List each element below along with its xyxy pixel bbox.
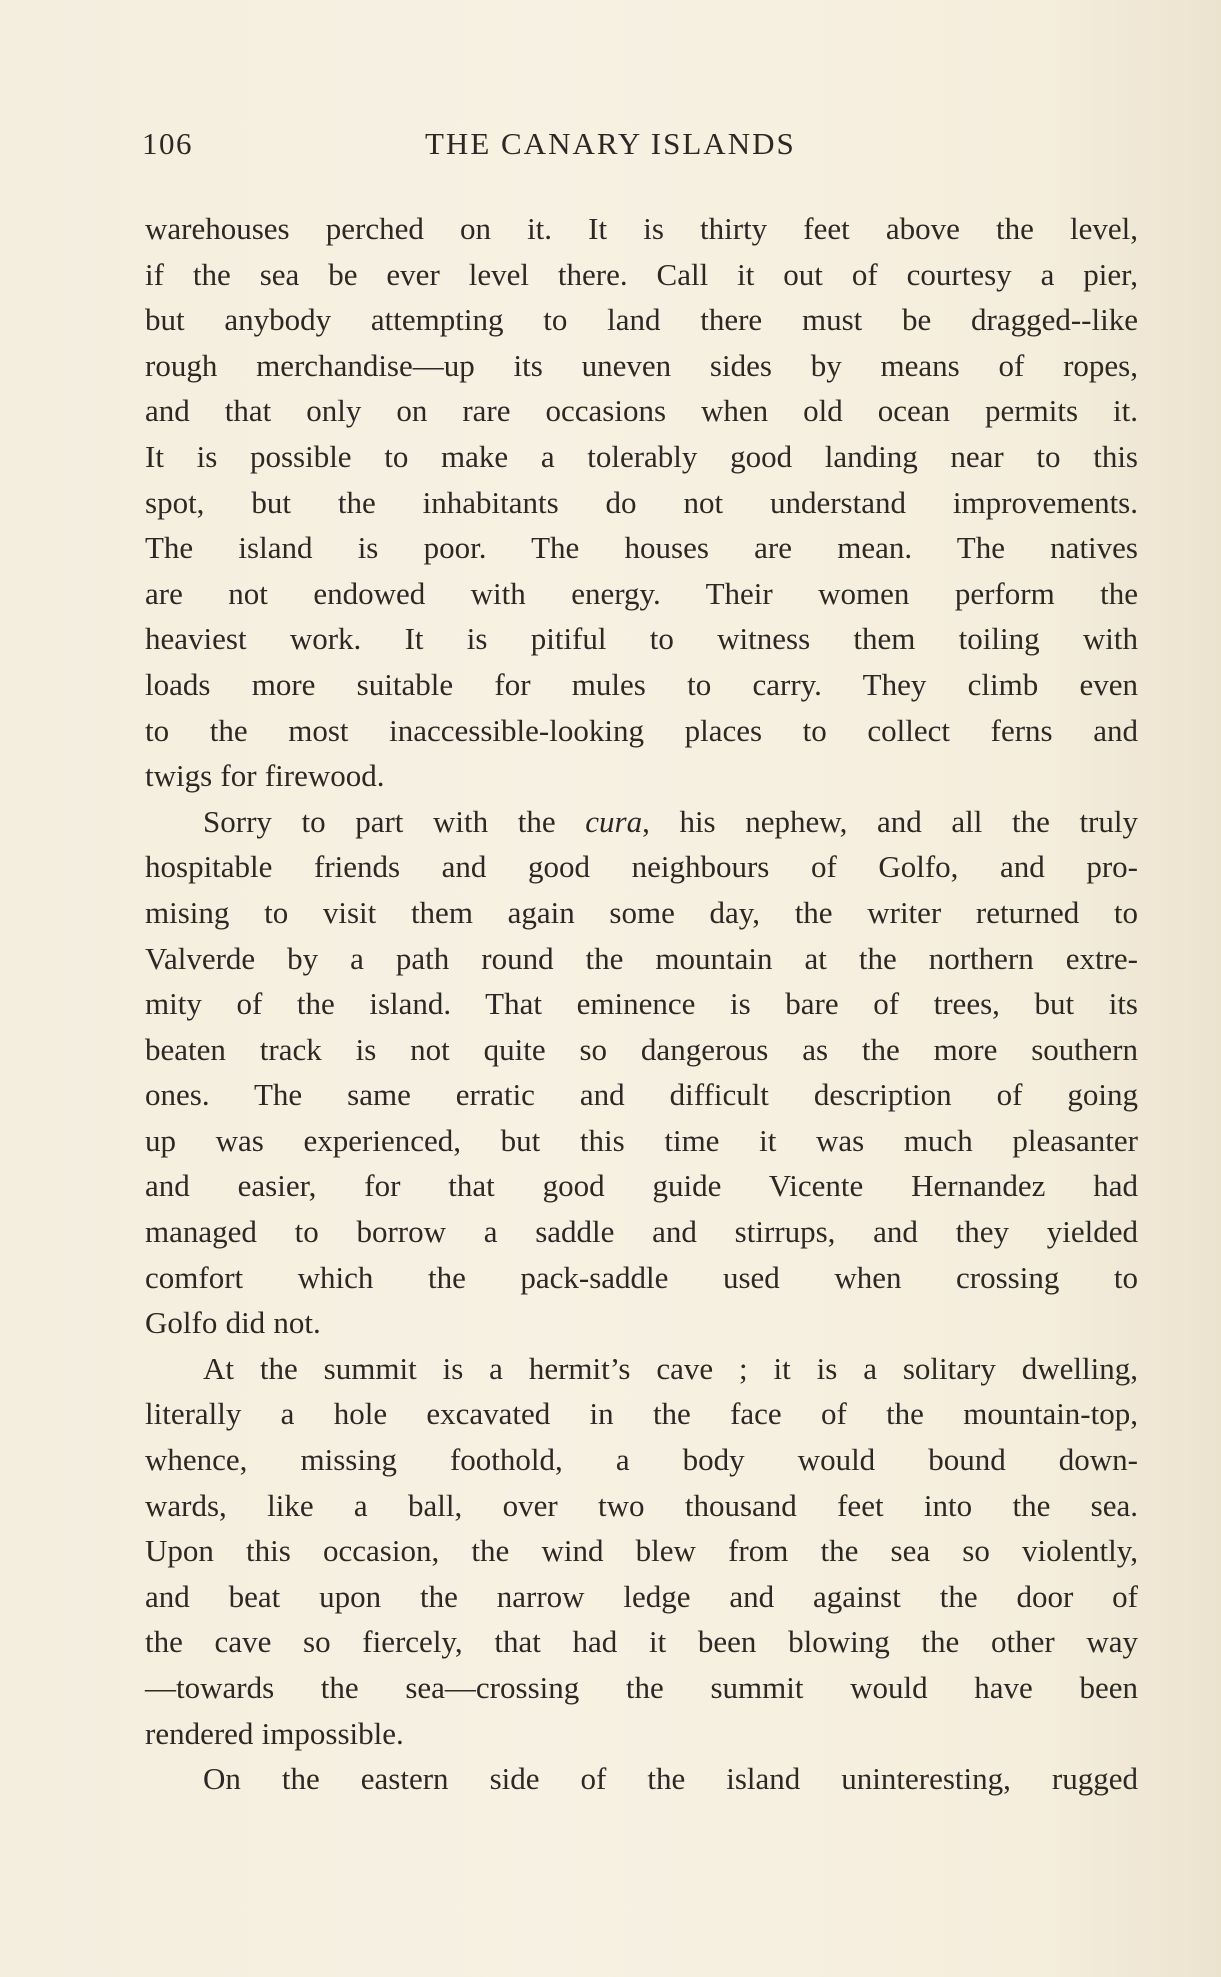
paragraph-1	[145, 206, 1138, 799]
text-line: wards, like a ball, over two thousand feet into the sea.	[145, 1487, 1138, 1523]
text-run: Sorry to part with the	[203, 803, 586, 839]
text-line: rendered impossible.	[145, 1715, 404, 1751]
text-line: rough merchandise—up its uneven sides by means of ropes,	[145, 347, 1138, 383]
italic-word: cura	[585, 803, 643, 839]
text-line: On the eastern side of the island uninteresting, rugged	[203, 1761, 1138, 1797]
paragraph-2	[145, 799, 1138, 1346]
text-line: mising to visit them again some day, the writer returned to	[145, 894, 1138, 930]
paragraph-3	[145, 1346, 1138, 1756]
page-number: 106	[142, 126, 193, 161]
text-line: At the summit is a hermit’s cave ; it is a solitary dwelling,	[203, 1350, 1138, 1386]
text-line: if the sea be ever level there. Call it out of courtesy a pier,	[145, 256, 1138, 292]
text-line: and that only on rare occasions when old ocean permits it.	[145, 393, 1138, 429]
body-text	[145, 206, 1138, 1802]
text-line: mity of the island. That eminence is bare of trees, but its	[145, 986, 1138, 1022]
text-run: , his nephew, and all the truly	[642, 803, 1138, 839]
text-line: Valverde by a path round the mountain at the northern extre-	[145, 940, 1138, 976]
text-line: to the most inaccessible-looking places to collect ferns and	[145, 712, 1138, 748]
running-head	[142, 126, 1142, 170]
text-line: but anybody attempting to land there must be dragged--like	[145, 302, 1138, 338]
text-line: warehouses perched on it. It is thirty feet above the level,	[145, 211, 1138, 246]
text-line: ones. The same erratic and difficult description of going	[145, 1077, 1138, 1113]
text-line: The island is poor. The houses are mean. The natives	[145, 530, 1138, 566]
text-line: spot, but the inhabitants do not understand improvements.	[145, 484, 1138, 520]
text-line: comfort which the pack-saddle used when crossing to	[145, 1259, 1138, 1295]
text-line: up was experienced, but this time it was much pleasanter	[145, 1122, 1138, 1158]
running-title: THE CANARY ISLANDS	[425, 126, 796, 161]
text-line	[145, 799, 1138, 845]
text-line: the cave so fiercely, that had it been blowing the other way	[145, 1624, 1138, 1660]
text-line: twigs for firewood.	[145, 758, 385, 794]
text-line: and easier, for that good guide Vicente Hernandez had	[145, 1168, 1138, 1204]
text-line: It is possible to make a tolerably good landing near to this	[145, 438, 1138, 474]
text-line: Upon this occasion, the wind blew from the sea so violently,	[145, 1533, 1138, 1569]
text-line: —towards the sea—crossing the summit would have been	[145, 1670, 1138, 1705]
text-line: heaviest work. It is pitiful to witness them toiling with	[145, 621, 1138, 657]
text-line: loads more suitable for mules to carry. They climb even	[145, 666, 1138, 702]
text-line: beaten track is not quite so dangerous as the more southern	[145, 1031, 1138, 1067]
text-line: hospitable friends and good neighbours of Golfo, and pro-	[145, 849, 1138, 885]
text-line: literally a hole excavated in the face of the mountain-top,	[145, 1396, 1138, 1432]
text-line: whence, missing foothold, a body would bound down-	[145, 1442, 1138, 1478]
text-line: managed to borrow a saddle and stirrups, and they yielded	[145, 1214, 1138, 1250]
text-line: are not endowed with energy. Their women perform the	[145, 575, 1138, 611]
paragraph-4	[145, 1756, 1138, 1802]
text-line: Golfo did not.	[145, 1305, 321, 1341]
text-line: and beat upon the narrow ledge and against the door of	[145, 1578, 1138, 1614]
